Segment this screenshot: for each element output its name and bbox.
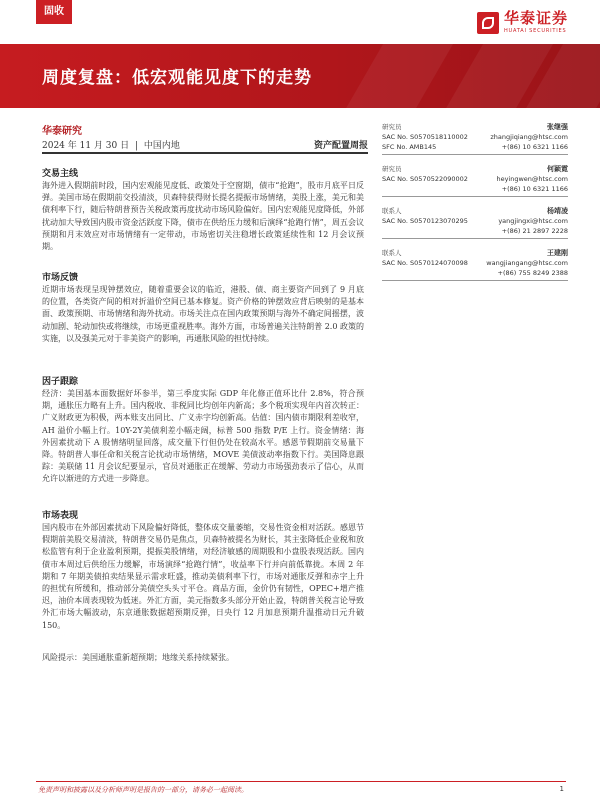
analyst-role: 联系人 <box>382 249 402 257</box>
analyst-card <box>382 122 568 155</box>
analyst-name: 张继强 <box>547 122 568 131</box>
analyst-phone: +(86) 10 6321 1166 <box>501 185 568 193</box>
logo-cn-text: 华泰证券 <box>503 9 568 27</box>
risk-note: 风险提示：美国通胀重新超预期；地缘关系持续紧张。 <box>42 653 234 662</box>
analyst-sac: SAC No. S0570522090002 <box>382 175 468 183</box>
analyst-email[interactable]: wangjiangang@htsc.com <box>486 259 568 267</box>
analyst-name: 何颖霓 <box>547 164 568 173</box>
analyst-role: 联系人 <box>382 207 402 215</box>
report-type: 资产配置周报 <box>313 141 368 151</box>
report-title: 周度复盘：低宏观能见度下的走势 <box>42 68 312 88</box>
section-body: 国内股市在外部因素扰动下风险偏好降低，整体成交量萎缩，交易性资金相对活跃。感恩节假期前美股交易清淡，特朗普交易仍是焦点，贝森特被提名为财长，其主张降低企业税和放松监管有利于企业盈利预期，提振美股情绪，对经济敏感的周期股和小盘股表现活跃。国内债市本周过后供给压力缓解，市场演绎“抢跑行情”，收益率下行并向前低靠拢。本周 2 年期和 7 年期美债拍卖结果显示需求旺盛，推动美债利率下行，市场对通胀反弹和赤字上升的担忧有所缓和，推动部分美债空头头寸平仓。商品方面，金价仍有韧性，OPEC+增产推迟，油价本周表现较为低迷。外汇方面，美元指数多头部分开始止盈，特朗普关税言论导致外汇市场大幅波动，东京通胀数据超预期反弹，日央行 12 月加息预期升温推动日元升破 150。 <box>42 523 364 630</box>
report-date: 2024 年 11 月 30 日 <box>42 141 130 151</box>
analyst-sac: SAC No. S0570123070295 <box>382 217 468 225</box>
page-number: 1 <box>559 785 564 793</box>
section-body: 近期市场表现呈现钟摆效应，随着重要会议的临近，港股、债、商主要资产回到了 9 月底的位置，各类资产间的相对折溢价空间已基本修复。资产价格的钟摆效应背后映射的是基本面、政策预期、市场情绪和海外扰动。市场关注点在国内政策预期与海外不确定间摇摆，波动加剧、轮动加快或将继续，市场更重视胜率。海外方面，市场普遍关注特朗普 2.0 政策的实施，以及强美元对于非美资产的影响，再通胀风险的担忧持续。 <box>42 285 364 343</box>
analyst-name: 王建刚 <box>547 248 568 257</box>
analyst-sac: SAC No. S0570124070098 <box>382 259 468 267</box>
analyst-sfc: SFC No. AMB145 <box>382 143 437 151</box>
analyst-email[interactable]: yangjingxi@htsc.com <box>498 217 568 225</box>
section-body: 经济：美国基本面数据好坏参半，第三季度实际 GDP 年化修正值环比什 2.8%，符合预期，通胀压力略有上升。国内税收、非税同比均创年内新高；多个税项实现年内首次转正：广义财政更为积极，两本账支出同比、广义赤字均创新高。估值：国内债市期限利差收窄，AH 溢价小幅上行。10Y-2Y美债利差小幅走阔，标普 500 指数 P/E 上行。资金情绪：海外因素扰动下 A 股情绪明显回落，成交量下行但仍处在较高水平。感恩节假期前交易量下降。特朗普人事任命和关税言论扰动市场情绪，MOVE 美债波动率指数下行。美国降息跟踪：美联储 11 月会议纪要显示，官员对通胀正在缓解、劳动力市场强劲表示了信心，从而允许以渐进的方式进一步降息。 <box>42 389 364 484</box>
analyst-name: 杨靖凌 <box>547 206 568 215</box>
analyst-email[interactable]: zhangjiqiang@htsc.com <box>490 133 568 141</box>
top-bar <box>0 0 600 42</box>
analyst-role: 研究员 <box>382 123 402 131</box>
section-heading: 因子跟踪 <box>42 377 79 387</box>
analyst-phone: +(86) 21 2897 2228 <box>501 227 568 235</box>
report-meta: 2024 年 11 月 30 日 | 中国内地 资产配置周报 <box>42 138 368 151</box>
category-tag: 固收 <box>36 0 72 24</box>
research-org: 华泰研究 <box>42 126 82 137</box>
section-heading: 市场表现 <box>42 511 79 521</box>
footer-divider <box>36 781 566 782</box>
analyst-card <box>382 164 568 197</box>
analyst-card <box>382 248 568 281</box>
huatai-logo <box>477 11 568 34</box>
huatai-logo-icon <box>477 12 499 34</box>
report-region: 中国内地 <box>143 141 180 151</box>
section-heading: 交易主线 <box>42 169 79 179</box>
analyst-sac: SAC No. S0570518110002 <box>382 133 468 141</box>
meta-divider <box>42 152 368 154</box>
analyst-phone: +(86) 10 6321 1166 <box>501 143 568 151</box>
analyst-email[interactable]: heyingwen@htsc.com <box>496 175 568 183</box>
analyst-phone: +(86) 755 8249 2388 <box>497 269 568 277</box>
title-banner <box>0 44 600 108</box>
footer-disclaimer: 免责声明和披露以及分析师声明是报告的一部分，请务必一起阅读。 <box>38 786 248 794</box>
logo-en-text: HUATAI SECURITIES <box>503 28 567 34</box>
analyst-panel <box>382 122 568 290</box>
analyst-card <box>382 206 568 239</box>
analyst-role: 研究员 <box>382 165 402 173</box>
section-heading: 市场反馈 <box>42 273 79 283</box>
section-body: 海外进入假期前时段，国内宏观能见度低、政策处于空窗期，债市“抢跑”，股市月底平日反弹。美国市场在假期前交投清淡，贝森特获得财长提名提振市场情绪，美股上涨，美元和美债利率下行，随后特朗普预告关税政策再度扰动市场风险偏好。国内宏观能见度降低，外部扰动加大导致国内股市资金活跃度下降，债市在供给压力缓和后演绎“抢跑行情”，周五会议预期和月末效应对市场情绪有一定带动，市场密切关注稳增长政策延续性和 12 月会议预期。 <box>42 181 364 252</box>
